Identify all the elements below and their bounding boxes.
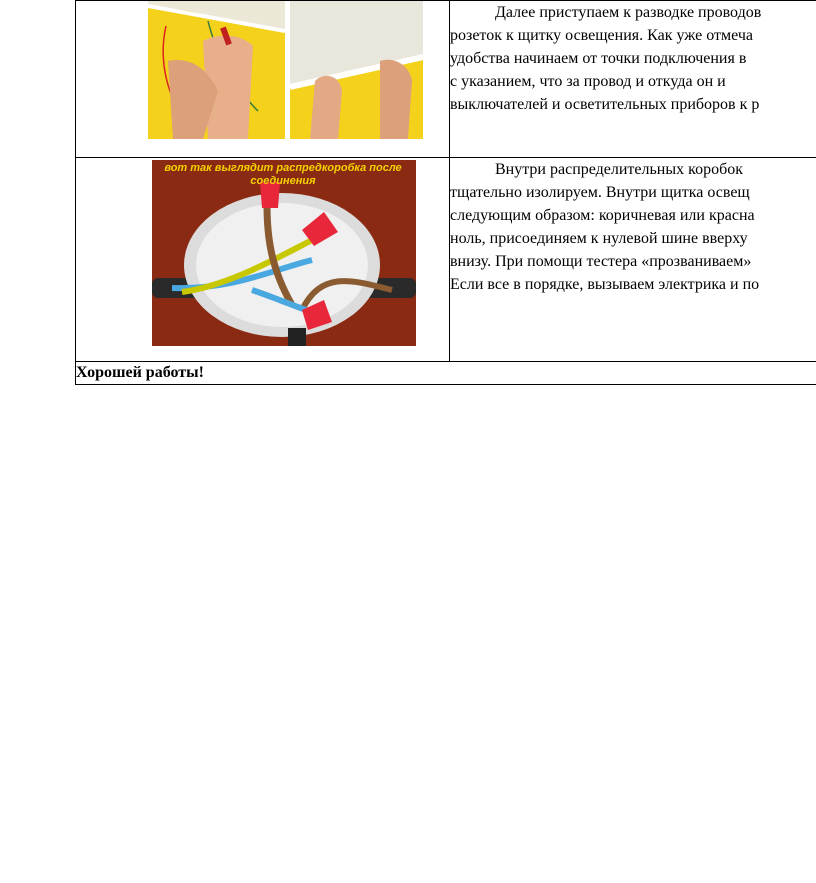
content-table [75,0,816,385]
paragraph-wiring [450,1,816,116]
text-line: тщательно изолируем. Внутри щитка освещ [450,184,750,201]
text-line: следующим образом: коричневая или красна [450,207,755,224]
text-line: выключателей и осветительных приборов к р [450,96,760,113]
photo-wiring-ceiling-left [148,1,285,139]
text-line: Внутри распределительных коробок [495,161,743,178]
text-line: внизу. При помощи тестера «прозваниваем» [450,253,752,270]
photo-junction-box [152,160,416,346]
image-cell-junction-box [76,158,450,362]
photo-wiring-ceiling-right [290,1,423,139]
table-row [76,1,816,158]
closing-phrase: Хорошей работы! [76,362,816,385]
text-line: Если все в порядке, вызываем электрика и по [450,276,760,293]
photo-caption: вот так выглядит распредкоробка после соединения [164,162,402,187]
table-row [76,158,816,362]
text-line: Далее приступаем к разводке проводов [495,4,762,21]
text-cell-wiring [450,1,816,158]
text-line: удобства начинаем от точки подключения в [450,50,747,67]
paragraph-junction-box [450,158,816,296]
image-cell-wiring-photos [76,1,450,158]
text-line: с указанием, что за провод и откуда он и [450,73,726,90]
table-row [76,362,816,385]
text-line: ноль, присоединяем к нулевой шине вверху [450,230,748,247]
text-cell-junction-box [450,158,816,362]
text-line: розеток к щитку освещения. Как уже отмеча [450,27,753,44]
